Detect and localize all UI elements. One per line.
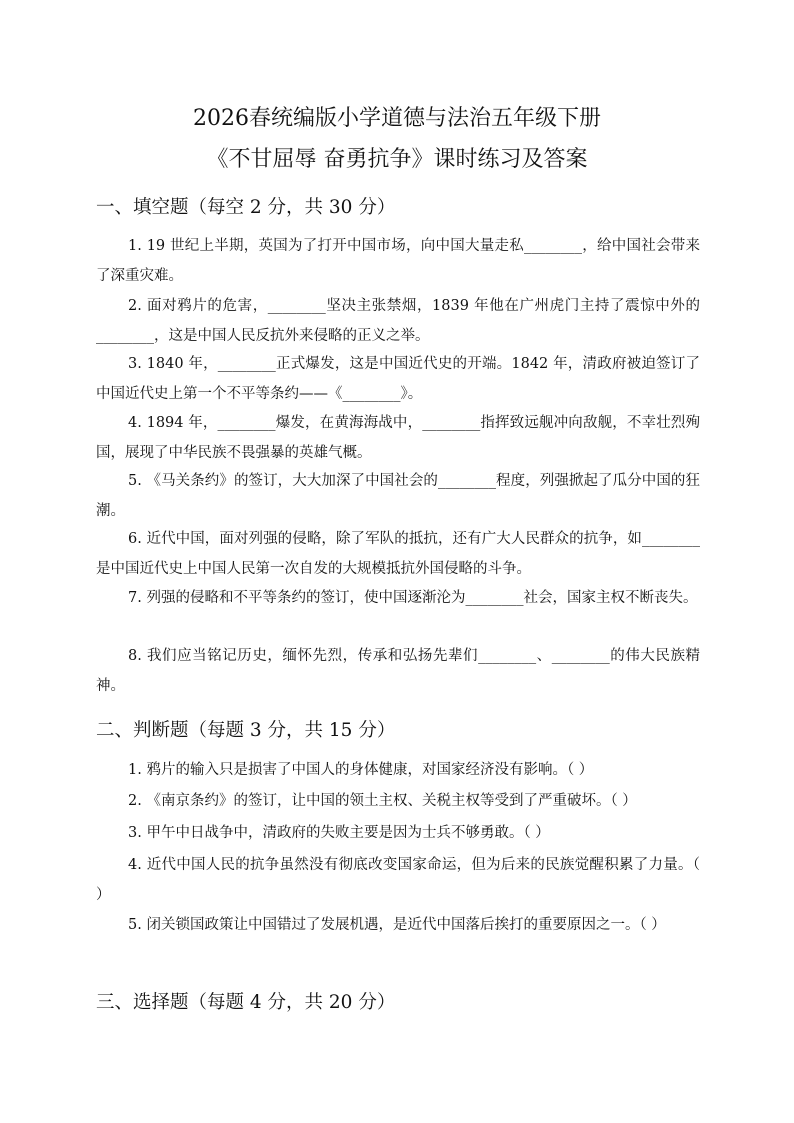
true-false-question-3: 3. 甲午中日战争中，清政府的失败主要是因为士兵不够勇敢。（ ） bbox=[128, 825, 550, 841]
fill-blank-question-4: 4. 1894 年，________爆发，在黄海海战中，________指挥致远舰冲向敌舰，不幸壮烈殉国，展现了中华民族不畏强暴的英雄气概。 bbox=[96, 415, 700, 461]
fill-blank-question-8: 8. 我们应当铭记历史，缅怀先烈，传承和弘扬先辈们________、________的伟大民族精神。 bbox=[96, 648, 700, 694]
section-heading-multiple-choice: 三、选择题（每题 4 分，共 20 分） bbox=[96, 992, 396, 1013]
true-false-question-2: 2. 《南京条约》的签订，让中国的领土主权、关税主权等受到了严重破坏。（ ） bbox=[128, 793, 637, 809]
section-heading-fill-in-blank: 一、填空题（每空 2 分，共 30 分） bbox=[96, 197, 396, 218]
fill-blank-question-3: 3. 1840 年，________正式爆发，这是中国近代史的开端。1842 年，清政府被迫签订了中国近代史上第一个不平等条约——《________》。 bbox=[96, 356, 700, 402]
document-title-line-2: 《不甘屈辱 奋勇抗争》课时练习及答案 bbox=[206, 147, 588, 172]
fill-blank-question-5: 5. 《马关条约》的签订，大大加深了中国社会的________程度，列强掀起了瓜分中国的狂潮。 bbox=[96, 473, 700, 519]
true-false-question-1: 1. 鸦片的输入只是损害了中国人的身体健康，对国家经济没有影响。（ ） bbox=[128, 762, 594, 778]
fill-blank-question-1: 1. 19 世纪上半期，英国为了打开中国市场，向中国大量走私________，给中国社会带来了深重灾难。 bbox=[96, 238, 700, 284]
section-heading-true-false: 二、判断题（每题 3 分，共 15 分） bbox=[96, 720, 396, 741]
true-false-question-5: 5. 闭关锁国政策让中国错过了发展机遇，是近代中国落后挨打的重要原因之一。（ ） bbox=[128, 917, 666, 933]
fill-blank-question-7: 7. 列强的侵略和不平等条约的签订，使中国逐渐沦为________社会，国家主权不断丧失。 bbox=[128, 590, 698, 606]
true-false-question-4: 4. 近代中国人民的抗争虽然没有彻底改变国家命运，但为后来的民族觉醒积累了力量。（ ） bbox=[96, 857, 700, 903]
document-title-line-1: 2026春统编版小学道德与法治五年级下册 bbox=[193, 106, 601, 131]
fill-blank-question-2: 2. 面对鸦片的危害，________坚决主张禁烟，1839 年他在广州虎门主持了震惊中外的________，这是中国人民反抗外来侵略的正义之举。 bbox=[96, 298, 700, 344]
fill-blank-question-6: 6. 近代中国，面对列强的侵略，除了军队的抵抗，还有广大人民群众的抗争，如________是中国近代史上中国人民第一次自发的大规模抵抗外国侵略的斗争。 bbox=[96, 531, 700, 577]
